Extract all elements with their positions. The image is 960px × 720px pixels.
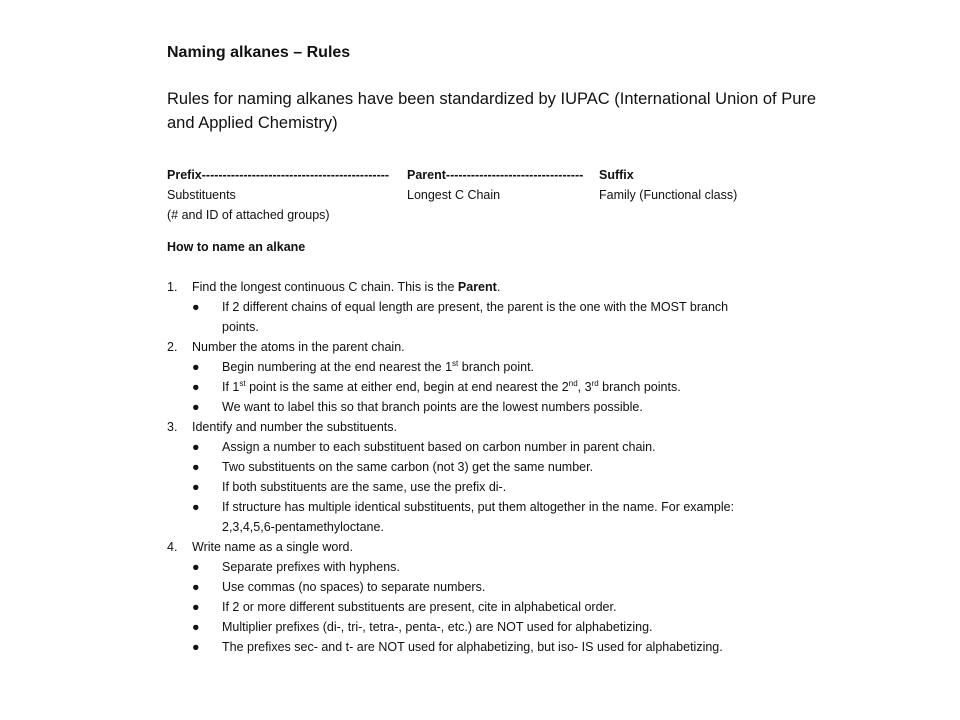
- list-item: ● If 1st point is the same at either end, begin at end nearest the 2nd, 3rd branch points.: [192, 377, 767, 397]
- sub-list: [192, 557, 767, 657]
- list-item: ● The prefixes sec- and t- are NOT used for alphabetizing, but iso- IS used for alphabetizing.: [192, 637, 767, 657]
- bullet-icon: ●: [192, 620, 200, 634]
- step-item: [167, 337, 767, 417]
- bullet-icon: ●: [192, 460, 200, 474]
- section-heading: How to name an alkane: [167, 240, 306, 254]
- sub-list: [192, 297, 767, 337]
- prefix-note: (# and ID of attached groups): [167, 208, 330, 222]
- step-item: [167, 417, 767, 537]
- step-number: 2.: [167, 340, 178, 354]
- suffix-description: Family (Functional class): [599, 188, 738, 202]
- prefix-header: Prefix---------------------------------------------: [167, 168, 390, 182]
- list-item: ● If both substituents are the same, use the prefix di-.: [192, 477, 767, 497]
- sub-list: [192, 437, 767, 537]
- list-item: ● Use commas (no spaces) to separate numbers.: [192, 577, 767, 597]
- list-item: ● We want to label this so that branch points are the lowest numbers possible.: [192, 397, 767, 417]
- step-number: 4.: [167, 540, 178, 554]
- suffix-header: Suffix: [599, 168, 634, 182]
- step-item: [167, 537, 767, 657]
- bullet-icon: ●: [192, 440, 200, 454]
- prefix-description: Substituents: [167, 188, 236, 202]
- list-item: ● Separate prefixes with hyphens.: [192, 557, 767, 577]
- steps-list: [167, 277, 767, 657]
- step-number: 3.: [167, 420, 178, 434]
- step-text: Number the atoms in the parent chain.: [192, 340, 405, 354]
- step-item: [167, 277, 767, 337]
- bullet-icon: ●: [192, 500, 200, 514]
- bullet-icon: ●: [192, 300, 200, 314]
- step-text: Find the longest continuous C chain. This is the Parent.: [192, 280, 501, 294]
- step-text: Write name as a single word.: [192, 540, 353, 554]
- list-item: ● Begin numbering at the end nearest the 1st branch point.: [192, 357, 767, 377]
- bullet-icon: ●: [192, 480, 200, 494]
- parent-description: Longest C Chain: [407, 188, 501, 202]
- parent-header: Parent---------------------------------: [407, 168, 584, 182]
- list-item: ● Two substituents on the same carbon (not 3) get the same number.: [192, 457, 767, 477]
- list-item: ● If 2 different chains of equal length are present, the parent is the one with the MOST branch points.: [192, 297, 767, 337]
- intro-paragraph: Rules for naming alkanes have been standardized by IUPAC (International Union of Pure and Applied Chemistry): [167, 90, 817, 132]
- list-item: ● Assign a number to each substituent based on carbon number in parent chain.: [192, 437, 767, 457]
- page-title: Naming alkanes – Rules: [167, 44, 351, 61]
- list-item: ● If structure has multiple identical substituents, put them altogether in the name. For example: 2,3,4,5,6-pentamethyloctane.: [192, 497, 767, 537]
- bullet-icon: ●: [192, 560, 200, 574]
- list-item: ● If 2 or more different substituents are present, cite in alphabetical order.: [192, 597, 767, 617]
- bullet-icon: ●: [192, 600, 200, 614]
- step-text: Identify and number the substituents.: [192, 420, 397, 434]
- bullet-icon: ●: [192, 640, 200, 654]
- bullet-icon: ●: [192, 380, 200, 394]
- bullet-icon: ●: [192, 580, 200, 594]
- bullet-icon: ●: [192, 400, 200, 414]
- step-number: 1.: [167, 280, 178, 294]
- bullet-icon: ●: [192, 360, 200, 374]
- list-item: ● Multiplier prefixes (di-, tri-, tetra-, penta-, etc.) are NOT used for alphabetizing.: [192, 617, 767, 637]
- sub-list: [192, 357, 767, 417]
